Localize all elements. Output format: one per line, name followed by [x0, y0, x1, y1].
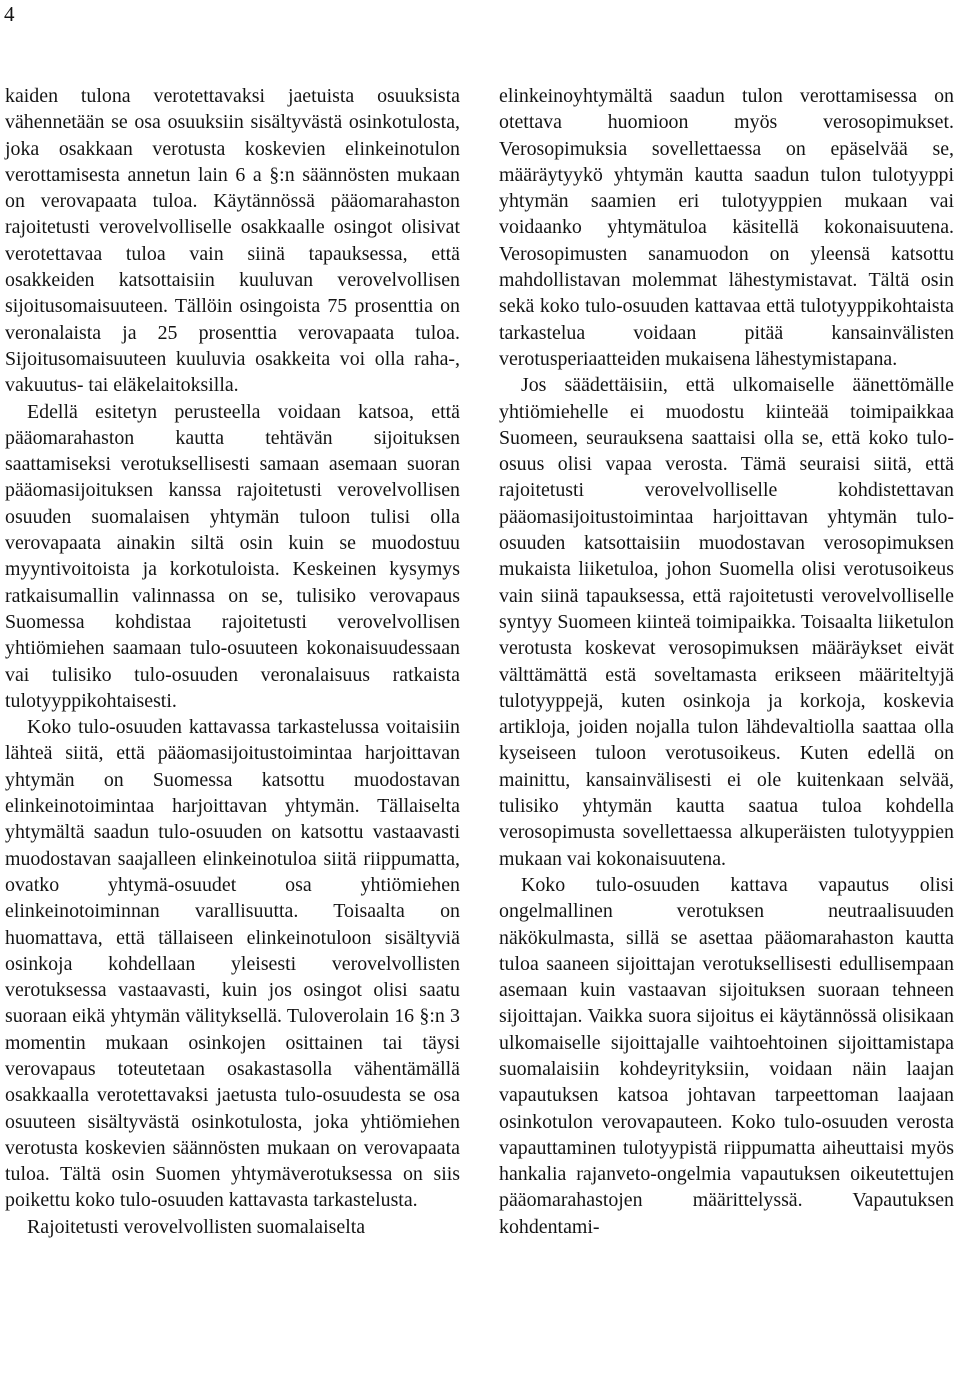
- right-paragraph-2: Jos säädettäisiin, että ulkomaiselle äänettömälle yhtiömiehelle ei muodostu kiinteää toimipaikkaa Suomeen, seurauksena saattaisi olla se, että koko tulo-osuus olisi vapaa verosta. Tämä seuraisi siitä, että rajoitetusti verovelvolliselle kohdistettavan pääomasijoitustoimintaa harjoittavan yhtymän tulo-osuuden katsottaisiin muodostavan verosopimuksen mukaista liiketuloa, johon Suomella olisi verotusoikeus vain siinä tapauksessa, että rajoitetusti verovelvolliselle syntyy Suomeen kiinteä toimipaikka. Toisaalta liiketulon verotusta koskevat verosopimuksen määräykset eivät välttämättä estä soveltamasta erikseen määriteltyjä tulotyyppejä, kuten osinkoja ja korkoja, koskevia artikloja, joiden nojalla tulon lähdevaltiolla saattaa olla kyseiseen tuloon verotusoikeus. Kuten edellä on mainittu, kansainvälisesti ei ole kuitenkaan selvää, tulisiko yhtymän kautta saatua tuloa kohdella verosopimusta sovellettaessa alkuperäisten tulotyyppien mukaan vai kokonaisuutena.: [499, 374, 954, 870]
- left-paragraph-3: Koko tulo-osuuden kattavassa tarkastelussa voitaisiin lähteä siitä, että pääomasijoitustoimintaa harjoittavan yhtymän on Suomessa katsottu muodostavan elinkeinotoimintaa harjoittavan yhtymän. Tällaiselta yhtymältä saadun tulo-osuuden on katsottu vastaavasti muodostavan saajalleen elinkeinotuloa siitä riippumatta, ovatko yhtymä-osuudet osa yhtiömiehen elinkeinotoiminnan varallisuutta. Toisaalta on huomattava, että tällaiseen elinkeinotuloon sisältyviä osinkoja kohdellaan yleisesti verovelvollisten verotuksessa vastaavasti, kuin jos osingot olisi saatu suoraan eikä yhtymän välityksellä. Tuloverolain 16 §:n 3 momentin mukaan osinkojen osittainen tai täysi verovapaus toteutetaan osakastasolla vähentämällä osakkaalla verotettavaksi jaetusta tulo-osuudesta se osa osuuteen sisältyvästä osinkotulosta, joka yhtiömiehen verotusta koskevien säännösten mukaan on verovapaata tuloa. Tältä osin Suomen yhtymäverotuksessa on siis poikettu koko tulo-osuuden kattavasta tarkastelusta.: [5, 716, 460, 1212]
- right-paragraph-1: elinkeinoyhtymältä saadun tulon verottamisessa on otettava huomioon myös verosopimukset. Verosopimuksia sovellettaessa on epäselvää se, määräytyykö yhtymän kautta saadun tulon tulotyyppi yhtymän saamien eri tulotyyppien mukaan vai voidaanko yhtymätuloa käsitellä kokonaisuutena. Verosopimusten sanamuodon on yleensä katsottu mahdollistavan molemmat lähestymistavat. Tältä osin sekä koko tulo-osuuden kattavaa että tulotyyppikohtaista tarkastelua voidaan pitää kansainvälisten verotusperiaatteiden mukaisena lähestymistapana.: [499, 85, 954, 370]
- page-number: 4: [4, 2, 15, 26]
- left-paragraph-1: kaiden tulona verotettavaksi jaetuista osuuksista vähennetään se osa osuuksiin sisältyvästä osinkotulosta, joka osakkaan verotusta koskevien elinkeinotulon verottamisesta annetun lain 6 a §:n säännösten mukaan on verovapaata tuloa. Käytännössä pääomarahaston rajoitetusti verovelvolliselle osakkaalle osingot olisivat verotettavaa tuloa vain siinä tapauksessa, että osakkeiden katsottaisiin kuuluvan verovelvollisen sijoitusomaisuuteen. Tällöin osingoista 75 prosenttia on veronalaista ja 25 prosenttia verovapaata tuloa. Sijoitusomaisuuteen kuuluvia osakkeita voi olla raha-, vakuutus- tai eläkelaitoksilla.: [5, 85, 460, 397]
- right-column: [499, 83, 954, 1240]
- left-column: [5, 83, 460, 1240]
- left-paragraph-2: Edellä esitetyn perusteella voidaan katsoa, että pääomarahaston kautta tehtävän sijoituksen saattamiseksi verotuksellisesti samaan asemaan suoran pääomasijoituksen kanssa rajoitetusti verovelvollisen osuuden suomalaisen yhtymän tuloon tulisi olla verovapaata ainakin siltä osin kuin se muodostuu myyntivoitoista ja korkotuloista. Keskeinen kysymys ratkaisumallin valinnassa on se, tulisiko verovapaus Suomessa kohdistaa rajoitetusti verovelvollisen yhtiömiehen saamaan tulo-osuuteen kokonaisuudessaan vai tulisiko tulo-osuuden veronalaisuus ratkaista tulotyyppikohtaisesti.: [5, 400, 460, 712]
- right-paragraph-3: Koko tulo-osuuden kattava vapautus olisi ongelmallinen verotuksen neutraalisuuden näkökulmasta, sillä se asettaa pääomarahaston kautta tuloa saaneen sijoittajan verotuksellisesti edullisempaan asemaan kuin vastaavan sijoituksen suoraan tehneen sijoittajan. Vaikka suora sijoitus ei käytännössä olisikaan ulkomaiselle sijoittajalle vaihtoehtoinen sijoittamistapa suomalaisiin kohdeyrityksiin, voidaan näin laajan vapautuksen katsoa johtavan tarpeettoman laajaan osinkotulon verovapauteen. Koko tulo-osuuden verosta vapauttaminen tulotyypistä riippumatta aiheuttaisi myös hankalia rajanveto-ongelmia vapautuksen oikeutettujen pääomarahastojen määrittelyssä. Vapautuksen kohdentami-: [499, 873, 954, 1238]
- left-paragraph-4: Rajoitetusti verovelvollisten suomalaiselta: [27, 1215, 366, 1238]
